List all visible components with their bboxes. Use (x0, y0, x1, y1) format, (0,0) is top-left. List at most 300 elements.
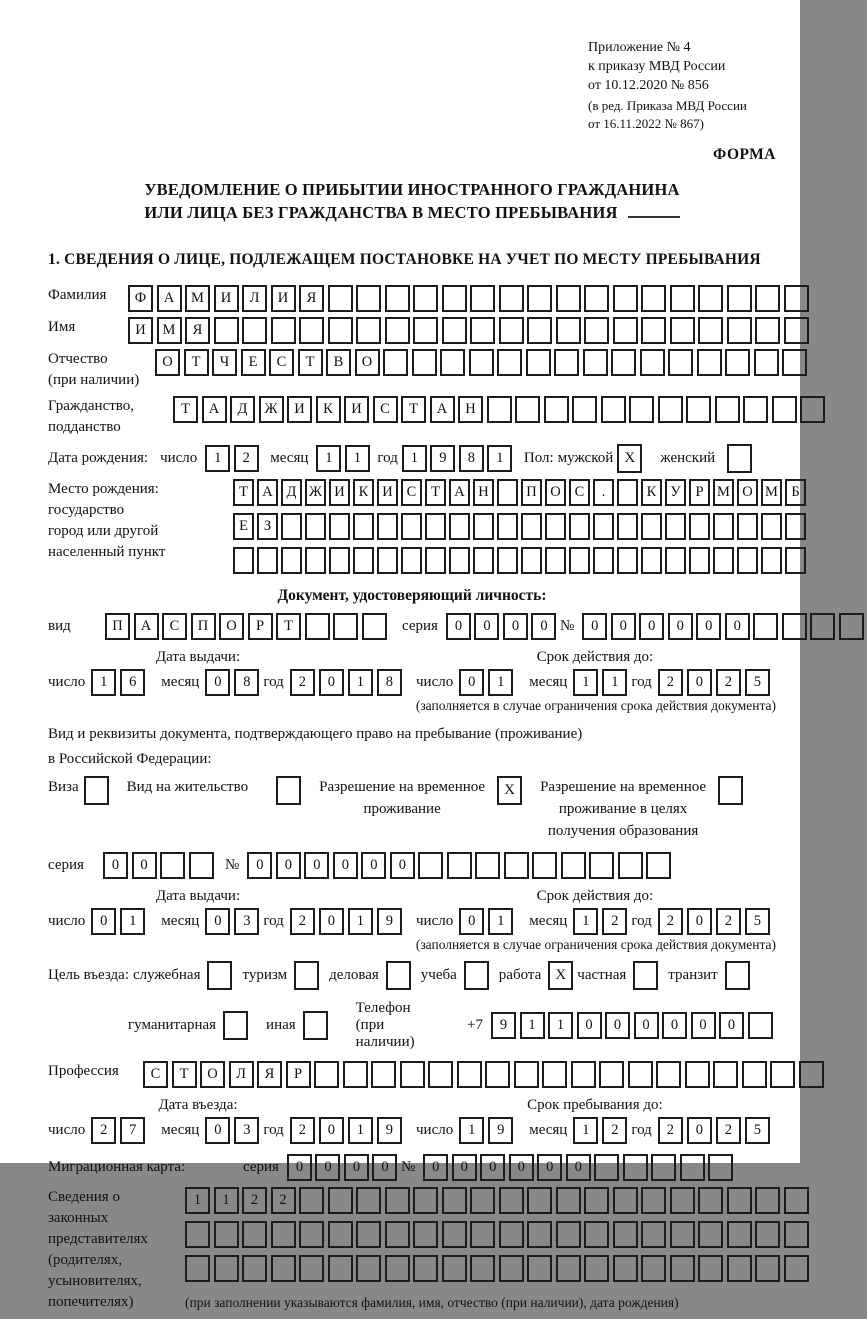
char-box[interactable] (584, 1187, 609, 1214)
char-box[interactable] (569, 513, 590, 540)
purpose-study-checkbox[interactable] (464, 961, 489, 990)
char-box[interactable] (377, 547, 398, 574)
char-box[interactable] (698, 1187, 723, 1214)
char-box[interactable] (504, 852, 529, 879)
char-box[interactable]: 0 (132, 852, 157, 879)
char-box[interactable]: У (665, 479, 686, 506)
char-box[interactable]: 0 (205, 669, 230, 696)
char-box[interactable] (556, 317, 581, 344)
char-box[interactable] (737, 547, 758, 574)
char-box[interactable] (343, 1061, 368, 1088)
char-box[interactable] (428, 1061, 453, 1088)
char-box[interactable] (185, 1221, 210, 1248)
char-box[interactable] (521, 513, 542, 540)
char-box[interactable]: Р (286, 1061, 311, 1088)
char-box[interactable]: 0 (390, 852, 415, 879)
char-box[interactable] (257, 547, 278, 574)
char-box[interactable] (470, 1187, 495, 1214)
char-box[interactable] (356, 285, 381, 312)
char-box[interactable] (271, 317, 296, 344)
char-box[interactable] (485, 1061, 510, 1088)
char-box[interactable] (527, 1221, 552, 1248)
char-box[interactable]: Т (276, 613, 301, 640)
char-box[interactable] (401, 513, 422, 540)
char-box[interactable] (727, 1255, 752, 1282)
char-box[interactable] (469, 349, 494, 376)
char-box[interactable] (584, 317, 609, 344)
char-box[interactable] (499, 285, 524, 312)
char-box[interactable]: Б (785, 479, 806, 506)
char-box[interactable] (665, 547, 686, 574)
char-box[interactable]: 0 (503, 613, 528, 640)
char-box[interactable] (499, 1187, 524, 1214)
char-box[interactable] (755, 285, 780, 312)
char-box[interactable]: 0 (566, 1154, 591, 1181)
char-box[interactable] (755, 317, 780, 344)
char-box[interactable] (515, 396, 540, 423)
char-box[interactable]: И (271, 285, 296, 312)
char-box[interactable]: С (401, 479, 422, 506)
char-box[interactable] (497, 513, 518, 540)
char-box[interactable]: Т (425, 479, 446, 506)
char-box[interactable]: В (326, 349, 351, 376)
char-box[interactable]: 2 (234, 445, 259, 472)
char-box[interactable]: 0 (319, 669, 344, 696)
char-box[interactable] (425, 547, 446, 574)
char-box[interactable]: С (162, 613, 187, 640)
char-box[interactable] (727, 1221, 752, 1248)
char-box[interactable] (542, 1061, 567, 1088)
purpose-business-checkbox[interactable] (386, 961, 411, 990)
char-box[interactable] (785, 513, 806, 540)
char-box[interactable] (715, 396, 740, 423)
char-box[interactable]: 9 (377, 908, 402, 935)
char-box[interactable] (214, 1255, 239, 1282)
char-box[interactable] (761, 513, 782, 540)
char-box[interactable]: Ч (212, 349, 237, 376)
char-box[interactable] (442, 1255, 467, 1282)
char-box[interactable] (784, 317, 809, 344)
char-box[interactable] (413, 1187, 438, 1214)
char-box[interactable]: А (202, 396, 227, 423)
char-box[interactable]: 0 (662, 1012, 687, 1039)
char-box[interactable]: 0 (344, 1154, 369, 1181)
char-box[interactable] (755, 1187, 780, 1214)
char-box[interactable]: И (128, 317, 153, 344)
char-box[interactable]: Т (298, 349, 323, 376)
char-box[interactable]: 2 (658, 1117, 683, 1144)
char-box[interactable]: А (430, 396, 455, 423)
char-box[interactable]: 0 (719, 1012, 744, 1039)
char-box[interactable]: А (157, 285, 182, 312)
char-box[interactable] (328, 1255, 353, 1282)
char-box[interactable] (770, 1061, 795, 1088)
char-box[interactable]: К (316, 396, 341, 423)
char-box[interactable] (499, 317, 524, 344)
char-box[interactable]: 0 (372, 1154, 397, 1181)
char-box[interactable] (305, 547, 326, 574)
char-box[interactable] (698, 1255, 723, 1282)
char-box[interactable]: 0 (582, 613, 607, 640)
char-box[interactable] (784, 1187, 809, 1214)
purpose-humanitarian-checkbox[interactable] (223, 1011, 248, 1040)
char-box[interactable]: 2 (602, 908, 627, 935)
char-box[interactable] (571, 1061, 596, 1088)
char-box[interactable] (680, 1154, 705, 1181)
char-box[interactable] (356, 1221, 381, 1248)
char-box[interactable]: Ж (305, 479, 326, 506)
char-box[interactable] (299, 1187, 324, 1214)
char-box[interactable]: Д (281, 479, 302, 506)
purpose-official-checkbox[interactable] (207, 961, 232, 990)
char-box[interactable]: Р (248, 613, 273, 640)
char-box[interactable]: 0 (509, 1154, 534, 1181)
char-box[interactable] (440, 349, 465, 376)
char-box[interactable]: Т (173, 396, 198, 423)
char-box[interactable]: 0 (459, 669, 484, 696)
char-box[interactable] (670, 1187, 695, 1214)
char-box[interactable] (593, 513, 614, 540)
char-box[interactable]: 0 (639, 613, 664, 640)
char-box[interactable]: А (257, 479, 278, 506)
char-box[interactable] (698, 285, 723, 312)
char-box[interactable] (668, 349, 693, 376)
char-box[interactable] (641, 513, 662, 540)
char-box[interactable]: Л (229, 1061, 254, 1088)
char-box[interactable]: И (287, 396, 312, 423)
char-box[interactable]: Я (257, 1061, 282, 1088)
char-box[interactable] (754, 349, 779, 376)
char-box[interactable] (658, 396, 683, 423)
char-box[interactable] (784, 1255, 809, 1282)
char-box[interactable] (356, 317, 381, 344)
char-box[interactable]: 8 (459, 445, 484, 472)
char-box[interactable]: М (761, 479, 782, 506)
char-box[interactable]: А (449, 479, 470, 506)
char-box[interactable]: 1 (402, 445, 427, 472)
char-box[interactable] (418, 852, 443, 879)
char-box[interactable] (583, 349, 608, 376)
char-box[interactable]: 0 (634, 1012, 659, 1039)
char-box[interactable] (556, 1221, 581, 1248)
char-box[interactable] (385, 285, 410, 312)
char-box[interactable] (697, 349, 722, 376)
char-box[interactable] (784, 1221, 809, 1248)
char-box[interactable]: 0 (687, 1117, 712, 1144)
char-box[interactable]: 0 (696, 613, 721, 640)
char-box[interactable] (613, 1187, 638, 1214)
sex-female-checkbox[interactable] (727, 444, 752, 473)
char-box[interactable]: 1 (205, 445, 230, 472)
char-box[interactable]: 3 (234, 1117, 259, 1144)
char-box[interactable]: 6 (120, 669, 145, 696)
char-box[interactable]: 1 (548, 1012, 573, 1039)
char-box[interactable]: 8 (234, 669, 259, 696)
char-box[interactable]: Н (458, 396, 483, 423)
char-box[interactable] (617, 547, 638, 574)
char-box[interactable] (641, 285, 666, 312)
char-box[interactable] (689, 513, 710, 540)
char-box[interactable] (698, 1221, 723, 1248)
char-box[interactable] (328, 285, 353, 312)
char-box[interactable] (447, 852, 472, 879)
char-box[interactable]: 0 (668, 613, 693, 640)
char-box[interactable]: Л (242, 285, 267, 312)
char-box[interactable] (554, 349, 579, 376)
char-box[interactable]: 0 (577, 1012, 602, 1039)
char-box[interactable]: О (155, 349, 180, 376)
char-box[interactable] (527, 285, 552, 312)
char-box[interactable] (189, 852, 214, 879)
char-box[interactable] (401, 547, 422, 574)
char-box[interactable] (160, 852, 185, 879)
char-box[interactable] (646, 852, 671, 879)
char-box[interactable] (353, 513, 374, 540)
char-box[interactable]: Я (185, 317, 210, 344)
char-box[interactable] (748, 1012, 773, 1039)
char-box[interactable] (499, 1255, 524, 1282)
char-box[interactable]: 2 (290, 669, 315, 696)
char-box[interactable]: П (105, 613, 130, 640)
char-box[interactable] (556, 1187, 581, 1214)
char-box[interactable]: 9 (430, 445, 455, 472)
char-box[interactable] (185, 1255, 210, 1282)
char-box[interactable] (593, 547, 614, 574)
char-box[interactable]: 0 (333, 852, 358, 879)
char-box[interactable]: С (569, 479, 590, 506)
purpose-private-checkbox[interactable] (633, 961, 658, 990)
char-box[interactable]: О (545, 479, 566, 506)
char-box[interactable] (601, 396, 626, 423)
char-box[interactable] (383, 349, 408, 376)
char-box[interactable] (413, 285, 438, 312)
char-box[interactable]: 0 (446, 613, 471, 640)
char-box[interactable] (242, 1221, 267, 1248)
char-box[interactable] (594, 1154, 619, 1181)
char-box[interactable]: 1 (120, 908, 145, 935)
char-box[interactable] (356, 1255, 381, 1282)
char-box[interactable]: 5 (745, 669, 770, 696)
char-box[interactable]: 0 (725, 613, 750, 640)
char-box[interactable] (727, 285, 752, 312)
char-box[interactable] (727, 1187, 752, 1214)
char-box[interactable] (545, 513, 566, 540)
char-box[interactable] (377, 513, 398, 540)
char-box[interactable] (800, 396, 825, 423)
char-box[interactable] (527, 1187, 552, 1214)
char-box[interactable]: Я (299, 285, 324, 312)
char-box[interactable]: 2 (271, 1187, 296, 1214)
char-box[interactable] (314, 1061, 339, 1088)
char-box[interactable] (385, 317, 410, 344)
char-box[interactable]: Ф (128, 285, 153, 312)
purpose-work-checkbox[interactable]: X (548, 961, 573, 990)
char-box[interactable]: З (257, 513, 278, 540)
char-box[interactable] (611, 349, 636, 376)
char-box[interactable]: 0 (537, 1154, 562, 1181)
char-box[interactable] (413, 1255, 438, 1282)
char-box[interactable] (497, 479, 518, 506)
char-box[interactable]: 0 (315, 1154, 340, 1181)
char-box[interactable]: 1 (487, 445, 512, 472)
char-box[interactable]: 0 (287, 1154, 312, 1181)
char-box[interactable] (499, 1221, 524, 1248)
char-box[interactable]: . (593, 479, 614, 506)
char-box[interactable]: О (200, 1061, 225, 1088)
char-box[interactable]: О (219, 613, 244, 640)
char-box[interactable] (514, 1061, 539, 1088)
char-box[interactable] (470, 285, 495, 312)
char-box[interactable] (725, 349, 750, 376)
char-box[interactable]: 2 (91, 1117, 116, 1144)
char-box[interactable] (799, 1061, 824, 1088)
char-box[interactable]: 1 (91, 669, 116, 696)
sex-male-checkbox[interactable]: X (617, 444, 642, 473)
char-box[interactable] (497, 349, 522, 376)
char-box[interactable]: 1 (345, 445, 370, 472)
char-box[interactable]: 0 (205, 908, 230, 935)
char-box[interactable] (556, 1255, 581, 1282)
char-box[interactable]: 2 (242, 1187, 267, 1214)
char-box[interactable]: 1 (214, 1187, 239, 1214)
char-box[interactable] (785, 547, 806, 574)
char-box[interactable]: О (737, 479, 758, 506)
char-box[interactable]: Н (473, 479, 494, 506)
char-box[interactable]: 0 (474, 613, 499, 640)
char-box[interactable]: 1 (573, 669, 598, 696)
char-box[interactable] (755, 1255, 780, 1282)
char-box[interactable] (470, 1221, 495, 1248)
char-box[interactable]: 1 (573, 1117, 598, 1144)
char-box[interactable]: К (353, 479, 374, 506)
char-box[interactable]: П (191, 613, 216, 640)
char-box[interactable] (623, 1154, 648, 1181)
char-box[interactable] (473, 513, 494, 540)
char-box[interactable] (584, 285, 609, 312)
purpose-transit-checkbox[interactable] (725, 961, 750, 990)
char-box[interactable]: 1 (348, 1117, 373, 1144)
char-box[interactable] (413, 317, 438, 344)
char-box[interactable] (629, 396, 654, 423)
char-box[interactable] (305, 513, 326, 540)
char-box[interactable] (772, 396, 797, 423)
char-box[interactable]: 0 (103, 852, 128, 879)
purpose-other-checkbox[interactable] (303, 1011, 328, 1040)
char-box[interactable] (470, 317, 495, 344)
char-box[interactable]: 1 (488, 908, 513, 935)
char-box[interactable] (544, 396, 569, 423)
char-box[interactable]: 0 (205, 1117, 230, 1144)
char-box[interactable] (329, 547, 350, 574)
temp-residence-checkbox[interactable]: X (497, 776, 522, 805)
char-box[interactable] (425, 513, 446, 540)
char-box[interactable]: Т (172, 1061, 197, 1088)
char-box[interactable]: 2 (658, 669, 683, 696)
char-box[interactable] (328, 1187, 353, 1214)
char-box[interactable] (641, 1255, 666, 1282)
char-box[interactable] (442, 317, 467, 344)
char-box[interactable]: 0 (480, 1154, 505, 1181)
char-box[interactable] (651, 1154, 676, 1181)
char-box[interactable]: 7 (120, 1117, 145, 1144)
char-box[interactable] (470, 1255, 495, 1282)
char-box[interactable]: 1 (185, 1187, 210, 1214)
char-box[interactable]: 1 (459, 1117, 484, 1144)
char-box[interactable] (584, 1221, 609, 1248)
char-box[interactable]: 0 (319, 1117, 344, 1144)
char-box[interactable] (628, 1061, 653, 1088)
char-box[interactable] (233, 547, 254, 574)
char-box[interactable]: 0 (247, 852, 272, 879)
char-box[interactable]: 5 (745, 1117, 770, 1144)
char-box[interactable]: 3 (234, 908, 259, 935)
char-box[interactable] (698, 317, 723, 344)
char-box[interactable] (271, 1255, 296, 1282)
char-box[interactable] (670, 285, 695, 312)
char-box[interactable]: 0 (452, 1154, 477, 1181)
char-box[interactable]: 0 (605, 1012, 630, 1039)
char-box[interactable] (708, 1154, 733, 1181)
char-box[interactable] (689, 547, 710, 574)
char-box[interactable] (670, 1221, 695, 1248)
char-box[interactable] (527, 1255, 552, 1282)
char-box[interactable]: 2 (716, 1117, 741, 1144)
temp-residence-education-checkbox[interactable] (718, 776, 743, 805)
char-box[interactable] (356, 1187, 381, 1214)
char-box[interactable] (670, 1255, 695, 1282)
char-box[interactable] (412, 349, 437, 376)
char-box[interactable]: 1 (488, 669, 513, 696)
char-box[interactable] (400, 1061, 425, 1088)
char-box[interactable] (449, 513, 470, 540)
char-box[interactable] (561, 852, 586, 879)
char-box[interactable]: И (214, 285, 239, 312)
char-box[interactable]: 9 (377, 1117, 402, 1144)
char-box[interactable]: 0 (691, 1012, 716, 1039)
char-box[interactable] (727, 317, 752, 344)
char-box[interactable] (214, 1221, 239, 1248)
char-box[interactable]: Е (241, 349, 266, 376)
char-box[interactable]: 0 (91, 908, 116, 935)
char-box[interactable] (442, 1187, 467, 1214)
char-box[interactable]: М (713, 479, 734, 506)
char-box[interactable]: 1 (602, 669, 627, 696)
char-box[interactable] (599, 1061, 624, 1088)
char-box[interactable]: 0 (361, 852, 386, 879)
char-box[interactable]: О (355, 349, 380, 376)
char-box[interactable] (385, 1187, 410, 1214)
char-box[interactable] (281, 547, 302, 574)
char-box[interactable] (584, 1255, 609, 1282)
char-box[interactable]: 1 (520, 1012, 545, 1039)
char-box[interactable]: Д (230, 396, 255, 423)
char-box[interactable] (333, 613, 358, 640)
char-box[interactable]: С (373, 396, 398, 423)
char-box[interactable]: 2 (716, 908, 741, 935)
char-box[interactable]: 2 (290, 1117, 315, 1144)
char-box[interactable]: 1 (316, 445, 341, 472)
char-box[interactable] (686, 396, 711, 423)
char-box[interactable]: М (157, 317, 182, 344)
char-box[interactable] (328, 317, 353, 344)
char-box[interactable] (617, 513, 638, 540)
char-box[interactable]: И (329, 479, 350, 506)
char-box[interactable] (328, 1221, 353, 1248)
char-box[interactable] (613, 1221, 638, 1248)
char-box[interactable] (613, 285, 638, 312)
char-box[interactable] (569, 547, 590, 574)
char-box[interactable] (527, 317, 552, 344)
